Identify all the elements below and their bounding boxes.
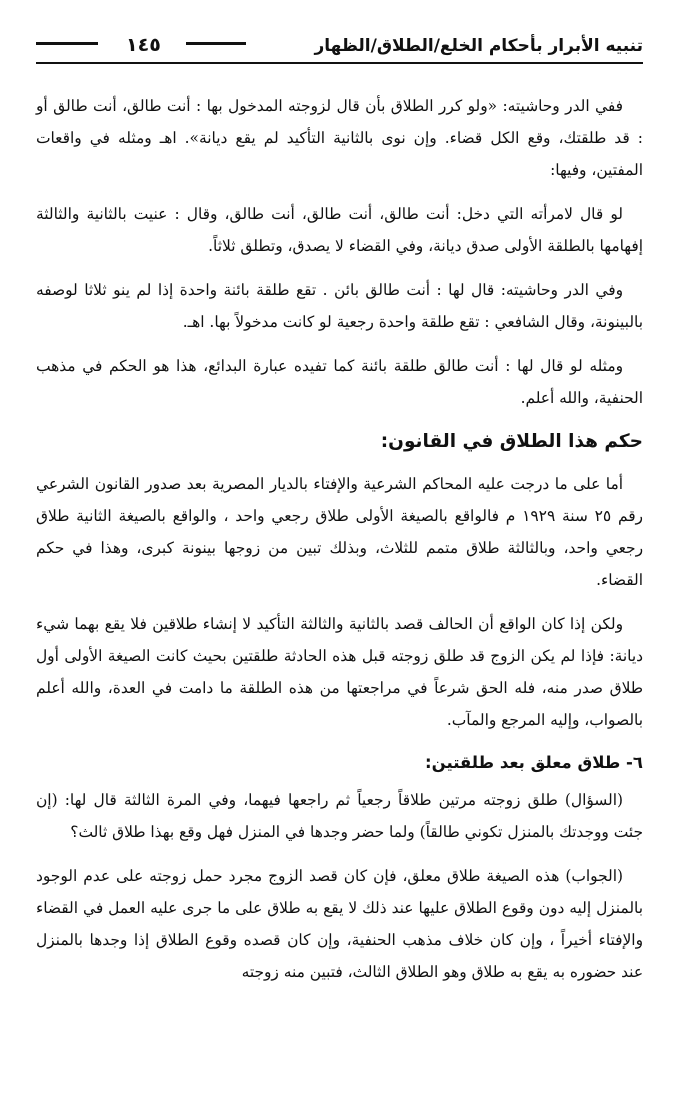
header-rule-left: [36, 42, 98, 45]
paragraph: ففي الدر وحاشيته: «ولو كرر الطلاق بأن قال لزوجته المدخول بها : أنت طالق، أنت طالق أو : قد طلقتك، وقع الكل قضاء. وإن نوى بالثانية التأكيد لم يقع ديانة». اهـ ومثله في واقعات المفتين، وفيها:: [36, 97, 643, 179]
answer-paragraph: (الجواب) هذه الصيغة طلاق معلق، فإن كان قصد الزوج مجرد حمل زوجته على عدم الوجود بالمنزل إليه دون وقوع الطلاق عليها عند ذلك لا يقع به طلاق على ما جرى عليه العمل في القضاء والإفتاء أخيراً ، وإن كان خلاف مذهب الحنفية، وإن كان قصده وقوع الطلاق إذا وجدها بالمنزل عند حضوره به يقع به طلاق وهو الطلاق الثالث، فتبين منه زوجته: [36, 867, 643, 981]
header-rule-middle: [186, 42, 246, 45]
question-heading: ٦- طلاق معلق بعد طلقتين:: [425, 753, 643, 772]
paragraph: ومثله لو قال لها : أنت طالق طلقة بائنة كما تفيده عبارة البدائع، هذا هو الحكم في مذهب الحنفية، والله أعلم.: [36, 357, 643, 407]
page-number: ١٤٥: [126, 34, 161, 56]
paragraph: لو قال لامرأته التي دخل: أنت طالق، أنت طالق، أنت طالق، وقال : عنيت بالثانية والثالثة إفهامها بالطلقة الأولى صدق ديانة، وفي القضاء لا يصدق، وتطلق ثلاثاً.: [36, 205, 643, 255]
paragraph: أما على ما درجت عليه المحاكم الشرعية والإفتاء بالديار المصرية بعد صدور القانون الشرعي رقم ٢٥ سنة ١٩٢٩ م فالواقع بالصيغة الأولى طلاق رجعي واحد ، والواقع بالصيغة الثانية طلاق رجعي واحد، وبالثالثة طلاق متمم للثلاث، وبذلك تبين من زوجها بينونة كبرى، وهذا في حكم القضاء.: [36, 475, 643, 589]
header-divider: [36, 62, 643, 64]
section-heading: حكم هذا الطلاق في القانون:: [380, 431, 643, 452]
question-paragraph: (السؤال) طلق زوجته مرتين طلاقاً رجعياً ثم راجعها فيهما، وفي المرة الثالثة قال لها: (إن جئت ووجدتك بالمنزل تكوني طالقاً) ولما حضر وجدها في المنزل فهل وقع بهذا طلاق ثالث؟: [36, 791, 643, 841]
page-header: [36, 30, 643, 70]
page-body: [36, 90, 643, 1000]
paragraph: وفي الدر وحاشيته: قال لها : أنت طالق بائن . تقع طلقة بائنة واحدة إذا لم ينو ثلاثا لوصفه بالبينونة، وقال الشافعي : تقع طلقة واحدة رجعية لو كانت مدخولاً بها. اهـ.: [36, 281, 643, 331]
running-title: تنبيه الأبرار بأحكام الخلع/الطلاق/الظهار: [314, 36, 643, 56]
paragraph: ولكن إذا كان الواقع أن الحالف قصد بالثانية والثالثة التأكيد لا إنشاء طلاقين فلا يقع بهما شيء ديانة: فإذا لم يكن الزوج قد طلق زوجته قبل هذه الحادثة طلقتين بحيث كانت الصيغة الأولى أول طلاق صدر منه، فله الحق شرعاً في مراجعتها من هذه الطلقة ما دامت في العدة، والله أعلم بالصواب، وإليه المرجع والمآب.: [36, 615, 643, 729]
